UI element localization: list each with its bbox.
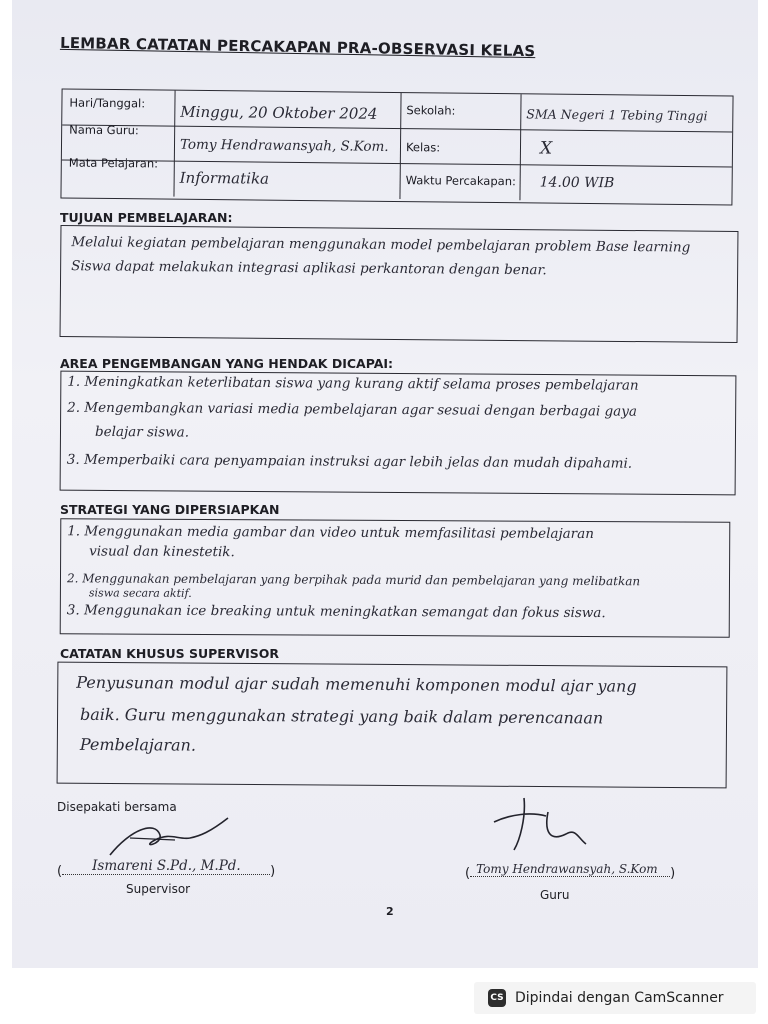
agreed-label: Disepakati bersama	[57, 800, 177, 814]
strategi-line-1: 1. Menggunakan media gambar dan video untuk memfasilitasi pembelajaran	[67, 523, 594, 543]
camscanner-text: Dipindai dengan CamScanner	[515, 990, 724, 1006]
guru-name-line	[470, 862, 670, 877]
strategi-box	[60, 518, 731, 638]
waktu-label: Waktu Percakapan:	[405, 173, 516, 189]
supervisor-open-paren: (	[57, 864, 63, 879]
header-table	[60, 88, 733, 205]
tujuan-box	[60, 225, 739, 343]
guru-open-paren: (	[465, 866, 471, 881]
sekolah-label: Sekolah:	[406, 103, 456, 118]
document-title: LEMBAR CATATAN PERCAKAPAN PRA-OBSERVASI KELAS	[59, 33, 536, 61]
supervisor-name-line	[62, 858, 270, 875]
kelas-label: Kelas:	[405, 140, 441, 155]
strategi-line-4: siswa secara aktif.	[88, 586, 192, 600]
guru-value: Tomy Hendrawansyah, S.Kom.	[179, 136, 389, 155]
area-line-4: 3. Memperbaiki cara penyampaian instruksi agar lebih jelas dan mudah dipahami.	[66, 451, 633, 472]
supervisor-role: Supervisor	[126, 882, 191, 896]
guru-signature	[486, 792, 616, 862]
strategi-line-3: 2. Menggunakan pembelajaran yang berpihak pada murid dan pembelajaran yang melibatkan	[66, 571, 641, 589]
strategi-line-5: 3. Menggunakan ice breaking untuk meningkatkan semangat dan fokus siswa.	[66, 602, 606, 622]
strategi-heading: STRATEGI YANG DIPERSIAPKAN	[60, 502, 280, 517]
kelas-value: X	[539, 138, 553, 159]
area-heading: AREA PENGEMBANGAN YANG HENDAK DICAPAI:	[60, 356, 394, 371]
sekolah-value: SMA Negeri 1 Tebing Tinggi	[526, 106, 708, 124]
hari-label: Hari/Tanggal:	[69, 95, 146, 111]
strategi-line-2: visual dan kinestetik.	[89, 543, 235, 561]
area-box	[60, 371, 737, 496]
tujuan-line-1: Melalui kegiatan pembelajaran menggunakan model pembelajaran problem Base learning	[71, 234, 691, 256]
catatan-box	[57, 662, 728, 789]
catatan-line-3: Pembelajaran.	[79, 734, 197, 755]
mapel-value: Informatika	[179, 168, 270, 188]
camscanner-watermark	[474, 982, 756, 1014]
guru-name: Tomy Hendrawansyah, S.Kom	[476, 862, 658, 876]
area-line-2: 2. Mengembangkan variasi media pembelajaran agar sesuai dengan berbagai gaya	[67, 399, 637, 420]
hari-value: Minggu, 20 Oktober 2024	[180, 102, 378, 123]
guru-close-paren: )	[670, 866, 676, 881]
camscanner-logo-icon: CS	[488, 989, 506, 1007]
catatan-heading: CATATAN KHUSUS SUPERVISOR	[60, 646, 280, 661]
area-line-1: 1. Meningkatkan keterlibatan siswa yang kurang aktif selama proses pembelajaran	[67, 373, 639, 394]
supervisor-close-paren: )	[270, 864, 276, 879]
supervisor-name-block	[57, 858, 276, 879]
guru-name-block	[465, 862, 676, 881]
guru-label: Nama Guru:	[69, 122, 139, 138]
waktu-value: 14.00 WIB	[539, 174, 615, 192]
guru-role: Guru	[540, 888, 570, 902]
supervisor-name: Ismareni S.Pd., M.Pd.	[92, 858, 241, 874]
row-2	[62, 124, 732, 167]
tujuan-line-2: Siswa dapat melakukan integrasi aplikasi perkantoran dengan benar.	[71, 258, 547, 279]
mapel-label: Mata Pelajaran:	[68, 155, 159, 171]
tujuan-heading: TUJUAN PEMBELAJARAN:	[60, 210, 233, 225]
catatan-line-2: baik. Guru menggunakan strategi yang baik dalam perencanaan	[80, 704, 604, 728]
page-number: 2	[386, 905, 394, 918]
catatan-line-1: Penyusunan modul ajar sudah memenuhi komponen modul ajar yang	[76, 672, 637, 696]
area-line-3: belajar siswa.	[94, 423, 190, 441]
